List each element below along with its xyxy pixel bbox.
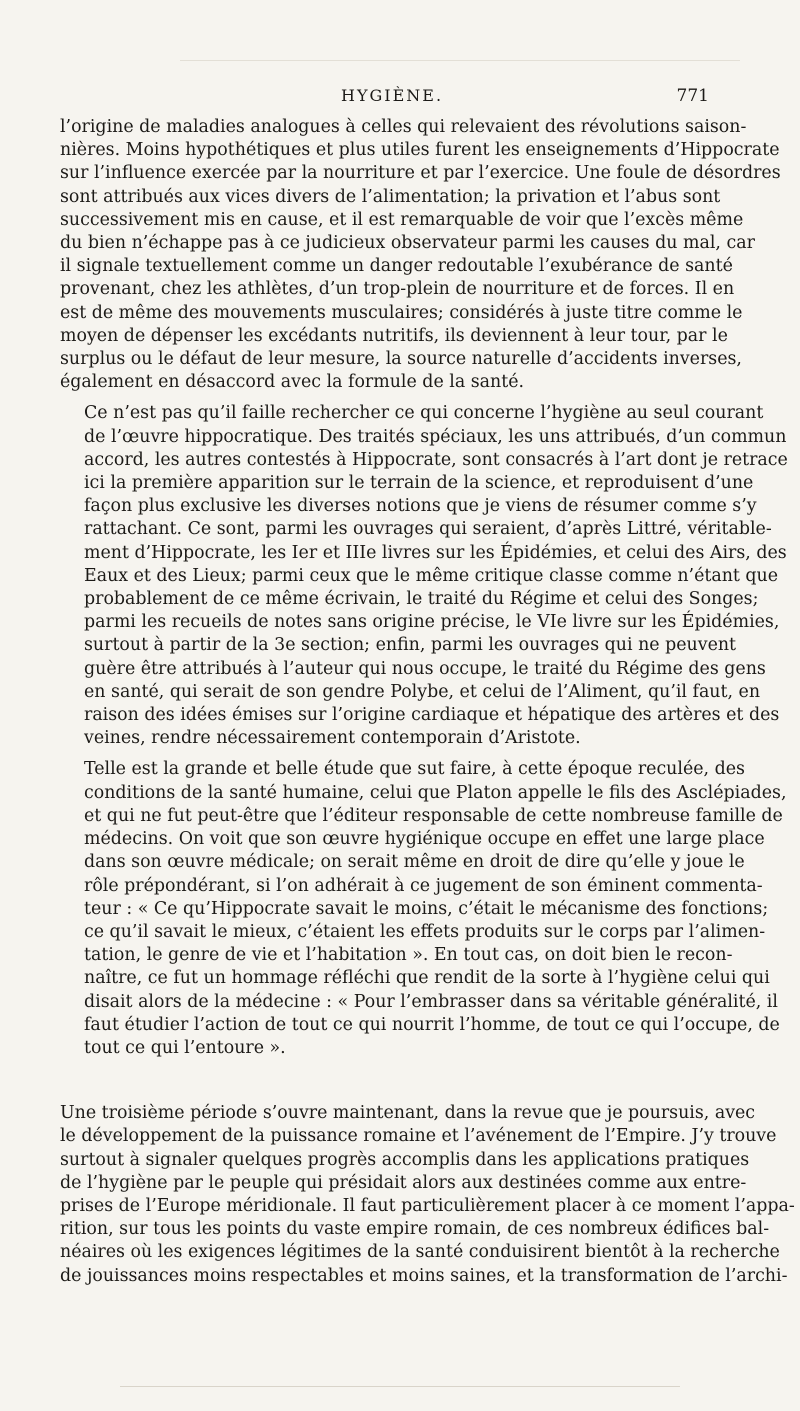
text-line: naître, ce fut un hommage réfléchi que rendit de la sorte à l’hygiène celui qui [84,968,770,989]
text-line: guère être attribués à l’auteur qui nous occupe, le traité du Régime des gens [84,658,766,679]
text-line: sont attribués aux vices divers de l’alimentation; la privation et l’abus sont [60,186,721,207]
text-line: ce qu’il savait le mieux, c’étaient les effets produits sur le corps par l’alimen- [84,921,766,942]
text-line: Ce n’est pas qu’il faille rechercher ce qui concerne l’hygiène au seul courant [84,403,764,424]
text-line: est de même des mouvements musculaires; considérés à juste titre comme le [60,302,743,323]
text-line: raison des idées émises sur l’origine cardiaque et hépatique des artères et des [84,705,780,726]
paragraph-3 [60,758,787,1060]
text-line: Telle est la grande et belle étude que sut faire, à cette époque reculée, des [84,759,745,780]
text-line: Eaux et des Lieux; parmi ceux que le même critique classe comme n’étant que [84,565,779,586]
text-line: accord, les autres contestés à Hippocrate, sont consacrés à l’art dont je retrace [84,449,788,470]
text-line: rattachant. Ce sont, parmi les ouvrages qui seraient, d’après Littré, véritable- [84,519,772,540]
text-line: en santé, qui serait de son gendre Polybe, et celui de l’Aliment, qu’il faut, en [84,681,761,702]
page-body [60,116,795,1288]
text-line: il signale textuellement comme un danger redoutable l’exubérance de santé [60,256,733,277]
paragraph-4 [60,1102,795,1288]
text-line: conditions de la santé humaine, celui que Platon appelle le fils des Asclépiades, [84,782,787,803]
page-header [255,86,709,112]
text-line: provenant, chez les athlètes, d’un trop-plein de nourriture et de forces. Il en [60,279,735,300]
text-line: de jouissances moins respectables et moins saines, et la transformation de l’archi- [60,1265,788,1286]
text-line: rition, sur tous les points du vaste empire romain, de ces nombreux édifices bal- [60,1219,770,1240]
text-line: surtout à signaler quelques progrès accomplis dans les applications pratiques [60,1149,750,1170]
text-line: parmi les recueils de notes sans origine précise, le VIe livre sur les Épidémies, [84,612,780,633]
running-head: HYGIÈNE. [341,86,444,105]
text-line: ment d’Hippocrate, les Ier et IIIe livres sur les Épidémies, et celui des Airs, des [84,542,787,563]
text-line: nières. Moins hypothétiques et plus utiles furent les enseignements d’Hippocrate [60,140,780,161]
text-line: surtout à partir de la 3e section; enfin, parmi les ouvrages qui ne peuvent [84,635,737,656]
scan-artifact-line [120,1386,680,1387]
text-line: rôle prépondérant, si l’on adhérait à ce jugement de son éminent commenta- [84,875,763,896]
text-line: teur : « Ce qu’Hippocrate savait le moins, c’était le mécanisme des fonctions; [84,898,769,919]
text-line: et qui ne fut peut-être que l’éditeur responsable de cette nombreuse famille de [84,805,783,826]
text-line: disait alors de la médecine : « Pour l’embrasser dans sa véritable généralité, il [84,991,778,1012]
text-line: médecins. On voit que son œuvre hygiénique occupe en effet une large place [84,829,765,850]
text-line: surplus ou le défaut de leur mesure, la source naturelle d’accidents inverses, [60,349,742,370]
text-line: le développement de la puissance romaine et l’avénement de l’Empire. J’y trouve [60,1126,777,1147]
text-line: sur l’influence exercée par la nourriture et par l’exercice. Une foule de désordres [60,163,781,184]
text-line: tout ce qui l’entoure ». [84,1037,286,1058]
text-line: dans son œuvre médicale; on serait même en droit de dire qu’elle y joue le [84,852,745,873]
text-line: l’origine de maladies analogues à celles qui relevaient des révolutions saison- [60,117,747,137]
text-line: ici la première apparition sur le terrain de la science, et reproduisent d’une [84,473,754,494]
paragraph-1 [60,116,781,394]
text-line: prises de l’Europe méridionale. Il faut particulièrement placer à ce moment l’appa- [60,1195,795,1216]
text-line: du bien n’échappe pas à ce judicieux observateur parmi les causes du mal, car [60,233,755,254]
page-number: 771 [676,86,709,106]
text-line: veines, rendre nécessairement contemporain d’Aristote. [84,728,581,749]
paragraph-2 [60,402,788,750]
text-line: tation, le genre de vie et l’habitation ». En tout cas, on doit bien le recon- [84,945,733,966]
text-line: façon plus exclusive les diverses notions que je viens de résumer comme s’y [84,496,757,517]
text-line: Une troisième période s’ouvre maintenant, dans la revue que je poursuis, avec [60,1103,756,1124]
text-line: moyen de dépenser les excédants nutritifs, ils deviennent à leur tour, par le [60,325,728,346]
text-line: faut étudier l’action de tout ce qui nourrit l’homme, de tout ce qui l’occupe, de [84,1014,780,1035]
text-line: probablement de ce même écrivain, le traité du Régime et celui des Songes; [84,589,759,610]
text-line: également en désaccord avec la formule de la santé. [60,372,525,393]
text-line: de l’œuvre hippocratique. Des traités spéciaux, les uns attribués, d’un commun [84,426,787,447]
text-line: de l’hygiène par le peuple qui présidait alors aux destinées comme aux entre- [60,1172,747,1193]
text-line: successivement mis en cause, et il est remarquable de voir que l’excès même [60,209,744,230]
scan-artifact-line [180,60,740,61]
text-line: néaires où les exigences légitimes de la santé conduisirent bientôt à la recherche [60,1242,780,1263]
